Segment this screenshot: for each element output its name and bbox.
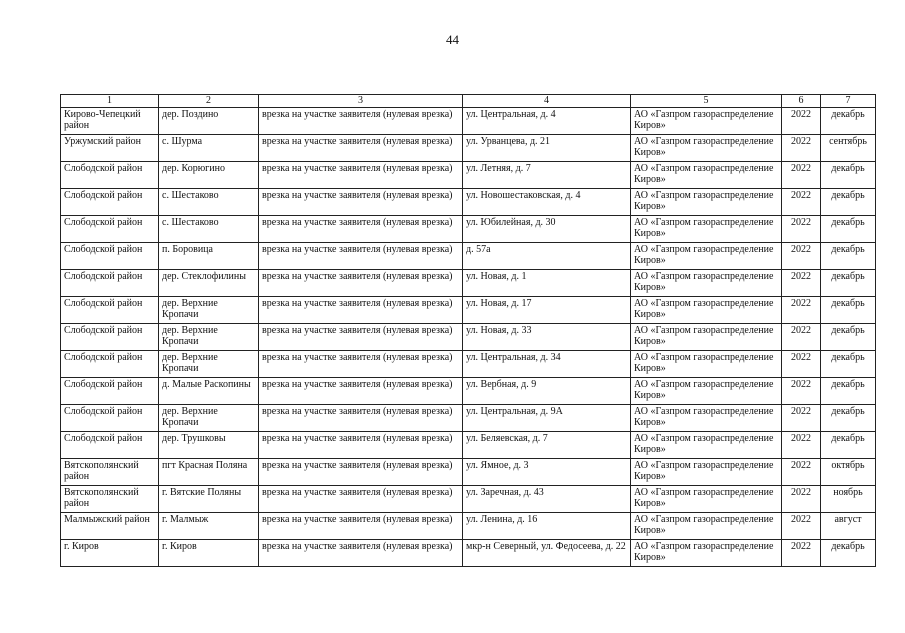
table-cell: дер. Поздино bbox=[159, 107, 259, 134]
table-cell: декабрь bbox=[821, 296, 876, 323]
table-cell: АО «Газпром газораспределение Киров» bbox=[631, 377, 782, 404]
table-cell: ул. Юбилейная, д. 30 bbox=[463, 215, 631, 242]
table-cell: Слободской район bbox=[61, 404, 159, 431]
column-header: 2 bbox=[159, 95, 259, 108]
table-cell: ул. Новошестаковская, д. 4 bbox=[463, 188, 631, 215]
table-cell: 2022 bbox=[782, 107, 821, 134]
table-cell: АО «Газпром газораспределение Киров» bbox=[631, 485, 782, 512]
table-cell: 2022 bbox=[782, 188, 821, 215]
table-cell: врезка на участке заявителя (нулевая врезка) bbox=[259, 512, 463, 539]
table-cell: 2022 bbox=[782, 134, 821, 161]
table-cell: дер. Стеклофилины bbox=[159, 269, 259, 296]
table-cell: ул. Ленина, д. 16 bbox=[463, 512, 631, 539]
table-cell: ул. Вербная, д. 9 bbox=[463, 377, 631, 404]
table-cell: ул. Летняя, д. 7 bbox=[463, 161, 631, 188]
table-cell: врезка на участке заявителя (нулевая врезка) bbox=[259, 431, 463, 458]
table-cell: 2022 bbox=[782, 242, 821, 269]
table-body bbox=[61, 107, 876, 566]
column-header: 3 bbox=[259, 95, 463, 108]
table-cell: декабрь bbox=[821, 215, 876, 242]
table-cell: 2022 bbox=[782, 512, 821, 539]
table-cell: врезка на участке заявителя (нулевая врезка) bbox=[259, 458, 463, 485]
table-cell: Слободской район bbox=[61, 296, 159, 323]
table-cell: дер. Верхние Кропачи bbox=[159, 350, 259, 377]
table-cell: 2022 bbox=[782, 404, 821, 431]
table-cell: 2022 bbox=[782, 161, 821, 188]
table-cell: декабрь bbox=[821, 539, 876, 566]
table-cell: 2022 bbox=[782, 431, 821, 458]
table-cell: врезка на участке заявителя (нулевая врезка) bbox=[259, 377, 463, 404]
table-cell: Вятскополянский район bbox=[61, 458, 159, 485]
table-cell: АО «Газпром газораспределение Киров» bbox=[631, 539, 782, 566]
table-cell: Слободской район bbox=[61, 161, 159, 188]
table-cell: врезка на участке заявителя (нулевая врезка) bbox=[259, 134, 463, 161]
table-cell: врезка на участке заявителя (нулевая врезка) bbox=[259, 242, 463, 269]
table-cell: декабрь bbox=[821, 188, 876, 215]
table-cell: ул. Центральная, д. 4 bbox=[463, 107, 631, 134]
table-cell: с. Шестаково bbox=[159, 215, 259, 242]
table-cell: Кирово-Чепецкий район bbox=[61, 107, 159, 134]
table-cell: Слободской район bbox=[61, 215, 159, 242]
table-cell: ул. Ямное, д. 3 bbox=[463, 458, 631, 485]
table-cell: АО «Газпром газораспределение Киров» bbox=[631, 458, 782, 485]
column-header: 4 bbox=[463, 95, 631, 108]
table-cell: АО «Газпром газораспределение Киров» bbox=[631, 188, 782, 215]
table-cell: Слободской район bbox=[61, 323, 159, 350]
table-row bbox=[61, 404, 876, 431]
table-cell: Слободской район bbox=[61, 188, 159, 215]
table-cell: Уржумский район bbox=[61, 134, 159, 161]
table-cell: дер. Верхние Кропачи bbox=[159, 296, 259, 323]
table-cell: д. Малые Раскопины bbox=[159, 377, 259, 404]
table-cell: врезка на участке заявителя (нулевая врезка) bbox=[259, 404, 463, 431]
table-row bbox=[61, 350, 876, 377]
table-cell: август bbox=[821, 512, 876, 539]
table-cell: 2022 bbox=[782, 269, 821, 296]
table-cell: декабрь bbox=[821, 377, 876, 404]
table-row bbox=[61, 539, 876, 566]
table-cell: Слободской район bbox=[61, 242, 159, 269]
table-cell: мкр-н Северный, ул. Федосеева, д. 22 bbox=[463, 539, 631, 566]
table-cell: 2022 bbox=[782, 377, 821, 404]
table-row bbox=[61, 377, 876, 404]
table-cell: врезка на участке заявителя (нулевая врезка) bbox=[259, 323, 463, 350]
table-cell: с. Шестаково bbox=[159, 188, 259, 215]
table-cell: г. Вятские Поляны bbox=[159, 485, 259, 512]
table-cell: декабрь bbox=[821, 350, 876, 377]
table-cell: д. 57а bbox=[463, 242, 631, 269]
table-cell: Слободской район bbox=[61, 269, 159, 296]
table-cell: ул. Заречная, д. 43 bbox=[463, 485, 631, 512]
table-cell: Вятскополянский район bbox=[61, 485, 159, 512]
table-row bbox=[61, 512, 876, 539]
table-cell: декабрь bbox=[821, 161, 876, 188]
table-row bbox=[61, 431, 876, 458]
table-cell: ул. Новая, д. 1 bbox=[463, 269, 631, 296]
table-cell: ноябрь bbox=[821, 485, 876, 512]
column-header: 6 bbox=[782, 95, 821, 108]
table-cell: г. Малмыж bbox=[159, 512, 259, 539]
table-cell: Слободской район bbox=[61, 350, 159, 377]
table-cell: 2022 bbox=[782, 539, 821, 566]
table-cell: октябрь bbox=[821, 458, 876, 485]
table-cell: АО «Газпром газораспределение Киров» bbox=[631, 323, 782, 350]
table-cell: ул. Новая, д. 33 bbox=[463, 323, 631, 350]
table-cell: п. Боровица bbox=[159, 242, 259, 269]
table-row bbox=[61, 107, 876, 134]
table-row bbox=[61, 188, 876, 215]
table-header-row bbox=[61, 95, 876, 108]
table-cell: дер. Корюгино bbox=[159, 161, 259, 188]
table-cell: 2022 bbox=[782, 458, 821, 485]
table-row bbox=[61, 269, 876, 296]
table-cell: сентябрь bbox=[821, 134, 876, 161]
column-header: 1 bbox=[61, 95, 159, 108]
table-cell: декабрь bbox=[821, 269, 876, 296]
table-cell: ул. Центральная, д. 34 bbox=[463, 350, 631, 377]
table-cell: 2022 bbox=[782, 485, 821, 512]
table-cell: декабрь bbox=[821, 431, 876, 458]
table-cell: 2022 bbox=[782, 296, 821, 323]
table-cell: АО «Газпром газораспределение Киров» bbox=[631, 269, 782, 296]
table-row bbox=[61, 485, 876, 512]
table-cell: врезка на участке заявителя (нулевая врезка) bbox=[259, 350, 463, 377]
table-cell: АО «Газпром газораспределение Киров» bbox=[631, 242, 782, 269]
table-row bbox=[61, 242, 876, 269]
table-cell: ул. Урванцева, д. 21 bbox=[463, 134, 631, 161]
table-cell: врезка на участке заявителя (нулевая врезка) bbox=[259, 215, 463, 242]
table-cell: декабрь bbox=[821, 242, 876, 269]
table-row bbox=[61, 215, 876, 242]
table-row bbox=[61, 161, 876, 188]
table-cell: врезка на участке заявителя (нулевая врезка) bbox=[259, 296, 463, 323]
table-cell: 2022 bbox=[782, 350, 821, 377]
table-row bbox=[61, 323, 876, 350]
table-cell: Малмыжский район bbox=[61, 512, 159, 539]
table-row bbox=[61, 296, 876, 323]
table-row bbox=[61, 134, 876, 161]
data-table bbox=[60, 94, 876, 567]
table-cell: врезка на участке заявителя (нулевая врезка) bbox=[259, 485, 463, 512]
table-cell: ул. Беляевская, д. 7 bbox=[463, 431, 631, 458]
table-cell: ул. Центральная, д. 9А bbox=[463, 404, 631, 431]
table-row bbox=[61, 458, 876, 485]
table-cell: АО «Газпром газораспределение Киров» bbox=[631, 215, 782, 242]
table-cell: АО «Газпром газораспределение Киров» bbox=[631, 404, 782, 431]
table-cell: дер. Верхние Кропачи bbox=[159, 404, 259, 431]
table-cell: дер. Верхние Кропачи bbox=[159, 323, 259, 350]
table-cell: декабрь bbox=[821, 404, 876, 431]
table-cell: АО «Газпром газораспределение Киров» bbox=[631, 431, 782, 458]
page-number: 44 bbox=[446, 32, 459, 47]
table-cell: врезка на участке заявителя (нулевая врезка) bbox=[259, 269, 463, 296]
table-cell: 2022 bbox=[782, 323, 821, 350]
table-cell: АО «Газпром газораспределение Киров» bbox=[631, 134, 782, 161]
table-cell: врезка на участке заявителя (нулевая врезка) bbox=[259, 107, 463, 134]
table-cell: АО «Газпром газораспределение Киров» bbox=[631, 350, 782, 377]
table-cell: г. Киров bbox=[159, 539, 259, 566]
table-cell: врезка на участке заявителя (нулевая врезка) bbox=[259, 188, 463, 215]
table-cell: декабрь bbox=[821, 323, 876, 350]
table-cell: пгт Красная Поляна bbox=[159, 458, 259, 485]
table-cell: врезка на участке заявителя (нулевая врезка) bbox=[259, 539, 463, 566]
table-cell: АО «Газпром газораспределение Киров» bbox=[631, 107, 782, 134]
column-header: 7 bbox=[821, 95, 876, 108]
table-cell: с. Шурма bbox=[159, 134, 259, 161]
table-cell: ул. Новая, д. 17 bbox=[463, 296, 631, 323]
table-cell: декабрь bbox=[821, 107, 876, 134]
table-cell: АО «Газпром газораспределение Киров» bbox=[631, 296, 782, 323]
table-cell: Слободской район bbox=[61, 431, 159, 458]
table-cell: врезка на участке заявителя (нулевая врезка) bbox=[259, 161, 463, 188]
table-cell: АО «Газпром газораспределение Киров» bbox=[631, 161, 782, 188]
table-cell: АО «Газпром газораспределение Киров» bbox=[631, 512, 782, 539]
table-cell: Слободской район bbox=[61, 377, 159, 404]
table-cell: г. Киров bbox=[61, 539, 159, 566]
table-cell: 2022 bbox=[782, 215, 821, 242]
column-header: 5 bbox=[631, 95, 782, 108]
table-cell: дер. Трушковы bbox=[159, 431, 259, 458]
